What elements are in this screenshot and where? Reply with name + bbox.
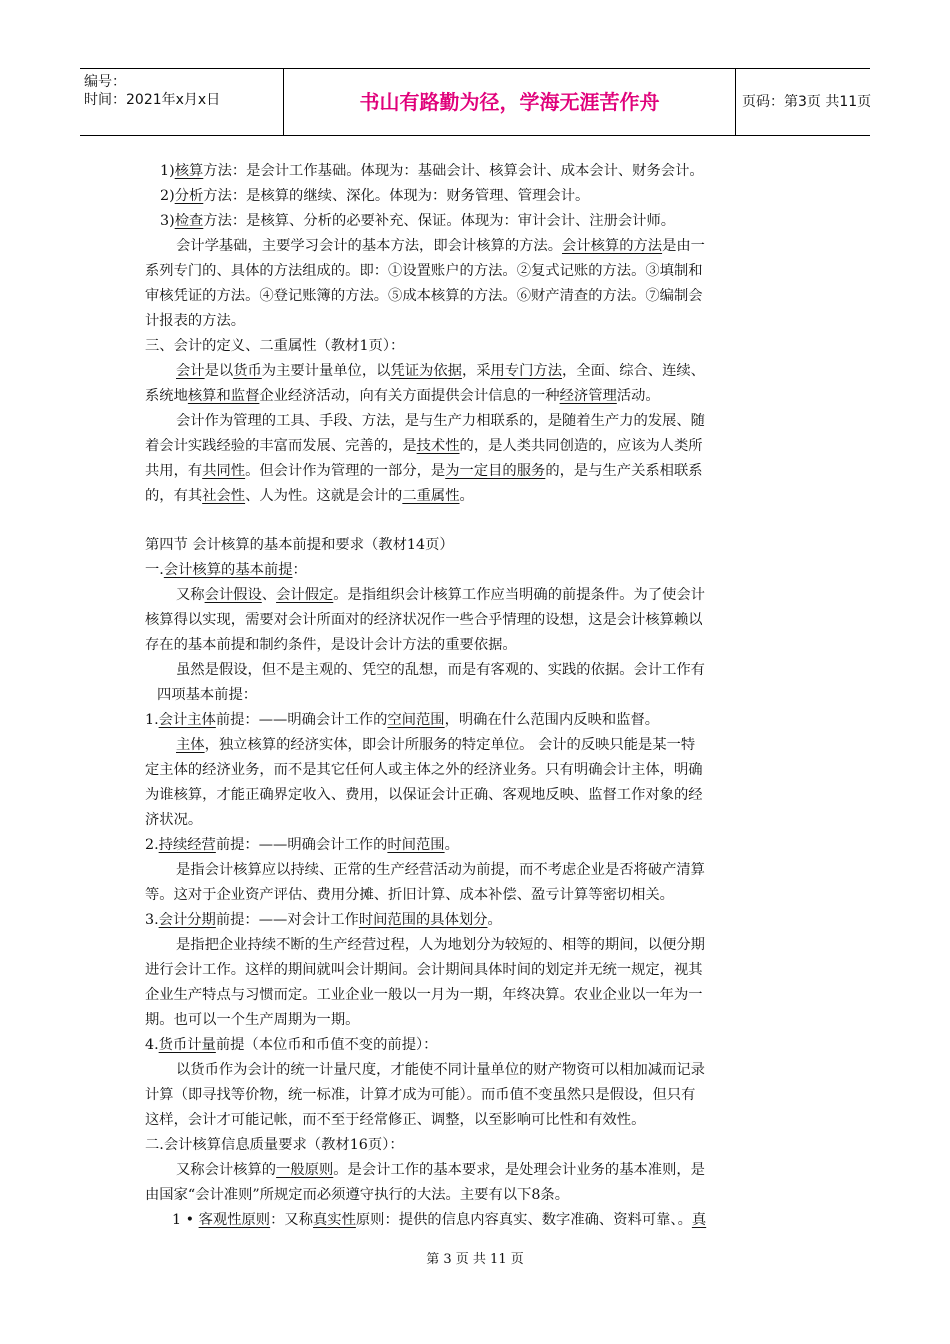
text-run: 2. [145,837,159,853]
text-run: 等。这对于企业资产评估、费用分摊、折旧计算、成本补偿、盈亏计算等密切相关。 [145,887,674,903]
text-run: 。是会计工作的基本要求，是处理会计业务的基本准则，是 [333,1162,705,1178]
text-run: 是以 [204,363,234,379]
text-run: 二.会计核算信息质量要求（教材16页）： [145,1137,404,1153]
text-run: 的，是与生产关系相联系 [545,463,703,479]
text-run: 定主体的经济业务，而不是其它任何人或主体之外的经济业务。只有明确会计主体，明确 [145,762,703,778]
text-run: 以货币作为会计的统一计量尺度，才能使不同计量单位的财产物资可以相加减而记录 [176,1062,705,1078]
underlined-term: 货币 [233,363,262,379]
underlined-term: 真 [691,1212,707,1228]
text-run: 。但会计作为管理的一部分，是 [245,463,446,479]
text-run: 、人为性。这就是会计的 [245,488,403,504]
underlined-term: 空间范围 [387,712,445,728]
text-line [176,858,705,882]
underlined-term: 持续经营 [158,837,216,853]
text-line [145,558,307,582]
doc-number-label: 编号： [84,74,126,90]
text-run: 审核凭证的方法。④登记账簿的方法。⑤成本核算的方法。⑥财产清查的方法。⑦编制会 [145,288,703,304]
text-line [176,733,695,757]
page-header [80,68,870,136]
text-run: 为谁核算，才能正确界定收入、费用，以保证会计正确、客观地反映、监督工作对象的经 [145,787,703,803]
text-line [145,1033,437,1057]
underlined-term: 凭证为依据 [390,363,462,379]
text-run: 虽然是假设，但不是主观的、凭空的乱想，而是有客观的、实践的依据。会计工作有 [176,662,705,678]
text-run: ：又称 [270,1212,313,1228]
underlined-term: 经济管理 [559,388,617,404]
underlined-term: 真实性 [313,1212,356,1228]
underlined-term: 检查 [174,213,204,229]
page-footer: 第 3 页 共 11 页 [426,1252,524,1267]
underlined-term: 技术性 [416,438,460,454]
text-line [145,484,474,508]
underlined-term: 时间范围 [387,837,445,853]
text-run: 系列专门的、具体的方法组成的。即：①设置账户的方法。②复式记账的方法。③填制和 [145,263,703,279]
underlined-term: 核算 [174,163,204,179]
text-line [145,783,703,807]
text-line [145,1108,645,1132]
text-run: 是指会计核算应以持续、正常的生产经营活动为前提，而不考虑企业是否将破产清算 [176,862,705,878]
text-line [176,933,705,957]
text-line [145,1133,404,1157]
text-run: 的，有其 [145,488,203,504]
text-line [176,583,705,607]
text-run: 方法：是核算、分析的必要补充、保证。体现为：审计会计、注册会计师。 [203,213,676,229]
text-line [145,434,703,458]
text-run: 会计作为管理的工具、手段、方法，是与生产力相联系的，是随着生产力的发展、随 [176,413,705,429]
text-line [172,1208,706,1232]
text-run: 系统地 [145,388,188,404]
text-run: 为主要计量单位，以 [261,363,391,379]
text-run: 2) [160,188,175,204]
text-line [145,309,245,333]
text-run: ： [292,562,307,578]
text-run: 存在的基本前提和制约条件，是设计会计方法的重要依据。 [145,637,517,653]
text-run: 一. [145,562,164,578]
text-line [145,608,703,632]
underlined-term: 会计假设 [204,587,262,603]
text-run: 四项基本前提： [157,687,258,703]
text-line [145,533,454,557]
text-run: 期。也可以一个生产周期为一期。 [145,1012,360,1028]
text-run: ，全面、综合、连续、 [562,363,705,379]
text-line [145,908,502,932]
text-run: 第四节 会计核算的基本前提和要求（教材14页） [145,537,454,553]
text-run: 这样，会计才可能记帐，而不至于经常修正、调整，以至影响可比性和有效性。 [145,1112,646,1128]
underlined-term: 会计主体 [158,712,216,728]
text-line [145,334,404,358]
text-line [145,833,459,857]
underlined-term: 共同性 [202,463,246,479]
text-run: 的，是人类共同创造的，应该为人类所 [459,438,703,454]
text-run: 又称 [176,587,205,603]
text-line [157,683,257,707]
text-run: 三、会计的定义、二重属性（教材1页）： [145,338,405,354]
text-line [176,1158,705,1182]
text-line [176,234,705,258]
text-line [176,1058,705,1082]
text-run: 前提：——对会计工作 [215,912,359,928]
text-run: ，采 [461,363,491,379]
text-run: 计报表的方法。 [145,313,246,329]
text-run: 方法：是核算的继续、深化。体现为：财务管理、管理会计。 [203,188,590,204]
text-run: 。 [444,837,459,853]
text-line [145,259,703,283]
text-run: 。 [459,488,474,504]
text-run: 会计学基础，主要学习会计的基本方法，即会计核算的方法。 [176,238,563,254]
underlined-term: 主体 [176,737,205,753]
underlined-term: 客观性原则 [198,1212,271,1228]
text-line [160,209,675,233]
text-run: 4. [145,1037,159,1053]
text-run: 济状况。 [145,812,203,828]
text-line [145,883,674,907]
text-line [145,808,202,832]
text-run: 原则：提供的信息内容真实、数字准确、资料可靠、。 [355,1212,692,1228]
text-line [145,1083,695,1107]
text-line [145,1008,359,1032]
text-run: 计算（即寻找等价物，统一标准，计算才成为可能）。而币值不变虽然只是假设，但只有 [145,1087,696,1103]
text-line [145,384,660,408]
text-run: 。 [487,912,502,928]
underlined-term: 会计核算的基本前提 [163,562,293,578]
text-line [145,1183,569,1207]
text-line [160,184,589,208]
text-line [176,359,705,383]
text-run: 进行会计工作。这样的期间就叫会计期间。会计期间具体时间的划定并无统一规定，视其 [145,962,703,978]
text-run: 3) [160,213,175,229]
text-run: 1. [145,712,159,728]
text-run: 核算得以实现，需要对会计所面对的经济状况作一些合乎情理的设想，这是会计核算赖以 [145,612,703,628]
text-run: 前提：——明确会计工作的 [215,837,388,853]
text-run: 前提：——明确会计工作的 [215,712,388,728]
header-motto: 书山有路勤为径，学海无涯苦作舟 [284,69,736,135]
underlined-term: 会计核算的方法 [562,238,663,254]
underlined-term: 二重属性 [402,488,460,504]
underlined-term: 会计假定 [276,587,334,603]
text-run: ，独立核算的经济实体，即会计所服务的特定单位。 会计的反映只能是某一特 [204,737,696,753]
text-run: 共用，有 [145,463,203,479]
text-run: 1 • [172,1212,199,1228]
underlined-term: 分析 [174,188,204,204]
underlined-term: 货币计量 [158,1037,216,1053]
text-run: 1) [160,163,175,179]
text-run: 是指把企业持续不断的生产经营过程，人为地划分为较短的、相等的期间，以便分期 [176,937,705,953]
text-run: 企业经济活动，向有关方面提供会计信息的一种 [259,388,560,404]
text-run: 、 [261,587,277,603]
text-line [160,159,704,183]
text-line [145,758,703,782]
underlined-term: 一般原则 [276,1162,334,1178]
underlined-term: 时间范围的具体划分 [358,912,488,928]
underlined-term: 为一定目的服务 [445,463,546,479]
header-meta [80,69,284,135]
text-run: 前提（本位币和币值不变的前提）： [215,1037,438,1053]
underlined-term: 会计分期 [158,912,216,928]
text-run: 着会计实践经验的丰富而发展、完善的，是 [145,438,417,454]
text-line [176,409,705,433]
underlined-term: 核算和监督 [187,388,260,404]
text-run: 是由一 [662,238,705,254]
text-line [145,284,703,308]
underlined-term: 社会性 [202,488,246,504]
text-line [145,983,703,1007]
header-page-code: 页码：第3页 共11页 [742,94,872,110]
text-run: 。是指组织会计核算工作应当明确的前提条件。为了使会计 [333,587,705,603]
text-line [145,459,703,483]
text-run: 3. [145,912,159,928]
doc-date: 时间：2021年x月x日 [84,92,221,108]
text-line [145,708,659,732]
text-run: 企业生产特点与习惯而定。工业企业一般以一月为一期，年终决算。农业企业以一年为一 [145,987,703,1003]
text-run: 由国家“会计准则”所规定而必须遵守执行的大法。主要有以下8条。 [145,1187,570,1203]
underlined-term: 用专门方法 [490,363,563,379]
text-line [145,958,703,982]
underlined-term: 会计 [176,363,205,379]
text-line [176,658,705,682]
text-run: 又称会计核算的 [176,1162,277,1178]
text-run: 方法：是会计工作基础。体现为：基础会计、核算会计、成本会计、财务会计。 [203,163,704,179]
text-line [145,633,517,657]
text-run: 活动。 [616,388,660,404]
text-run: ，明确在什么范围内反映和监督。 [444,712,660,728]
